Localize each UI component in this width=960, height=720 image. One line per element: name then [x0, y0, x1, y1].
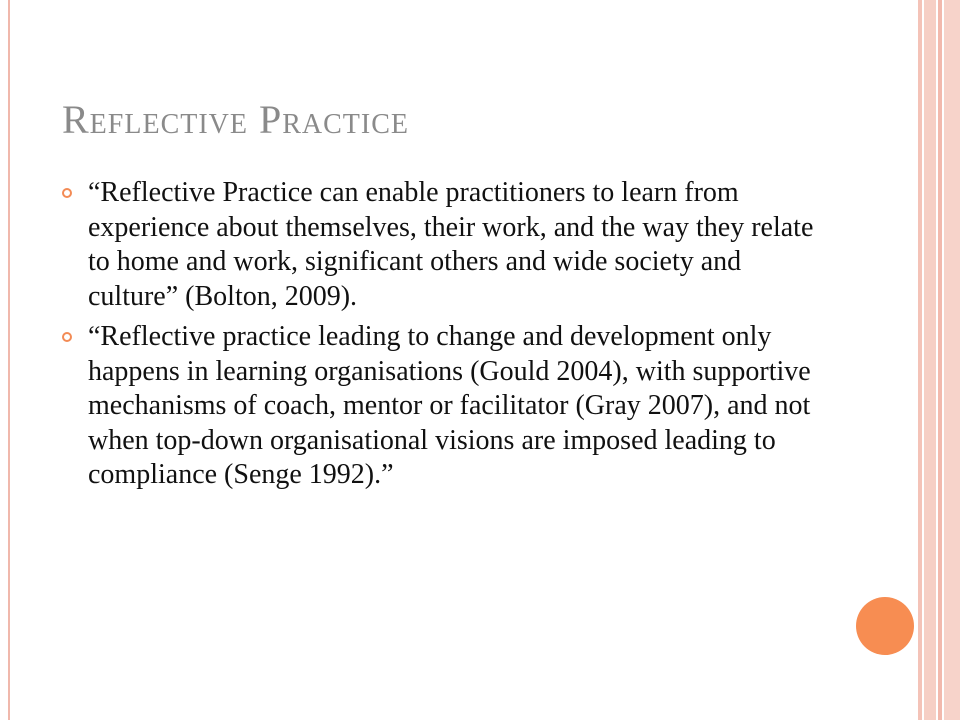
right-border-stripe: [918, 0, 922, 720]
right-border-stripe: [938, 0, 942, 720]
bullet-item: [62, 320, 822, 493]
bullet-text: “Reflective practice leading to change and development only happens in learning organisations (Gould 2004), with supportive mechanisms of coach, mentor or facilitator (Gray 2007), and not when top-down organisational visions are imposed leading to compliance (Senge 1992).”: [88, 321, 811, 490]
bullet-circle-icon: [62, 332, 72, 342]
slide-title: Reflective Practice: [62, 97, 410, 142]
right-border-stripe: [924, 0, 936, 720]
bullet-circle-icon: [62, 188, 72, 198]
right-border-stripe: [944, 0, 960, 720]
bullet-item: [62, 176, 822, 314]
bullet-list: [62, 176, 822, 499]
bullet-text: “Reflective Practice can enable practitioners to learn from experience about themselves, their work, and the way they relate to home and work, significant others and wide society and culture” (Bolton, 2009).: [88, 177, 814, 312]
accent-circle-decoration: [856, 597, 914, 655]
left-border-line: [8, 0, 10, 720]
